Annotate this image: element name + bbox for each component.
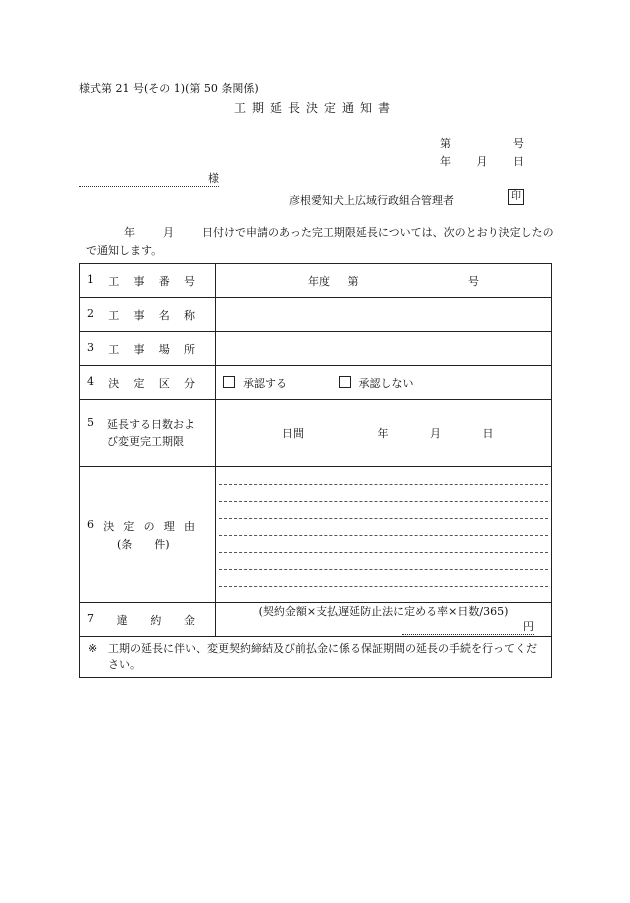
date-year: 年 [440,155,451,168]
label-char: 由 [183,519,195,533]
reason-line [219,468,548,485]
label-char: 工 [108,308,120,322]
note-cell [80,637,552,678]
reject-checkbox[interactable] [339,376,351,388]
label-char: 定 [123,519,135,533]
row-number: 3 [87,340,94,354]
reason-line [219,502,548,519]
table-row [80,603,552,637]
row-label-construction-name [80,298,216,332]
construction-number-field[interactable] [216,264,552,298]
row-number: 6 [87,517,94,531]
table-row [80,400,552,467]
date-day: 日 [513,155,524,168]
penalty-formula: (契約金額×支払遅延防止法に定める率×日数/365) [258,605,509,618]
row-label-decision-type [80,366,216,400]
table-row [80,637,552,678]
label-char: 番 [158,274,170,288]
days-label: 日間 [282,427,304,440]
construction-name-field[interactable] [216,298,552,332]
label-char: 決 [108,376,120,390]
row-label-penalty [80,603,216,637]
addressee-suffix: 様 [208,172,219,185]
penalty-field[interactable] [216,603,552,637]
label-char: 号 [184,274,195,288]
ext-year-label: 年 [377,427,389,440]
issuer-name: 彦根愛知犬上広域行政組合管理者 [289,194,454,207]
form-number: 様式第 21 号(その 1)(第 50 条関係) [79,82,259,95]
label-char: 金 [183,613,195,627]
row-label-decision-reason [80,467,216,603]
body-text: 日付けで申請のあった完工期限延長については、次のとおり決定したので通知します。 [86,226,554,257]
reason-line [219,519,548,536]
table-row [80,264,552,298]
label-char: 事 [133,342,145,356]
label-char: 工 [108,274,120,288]
label-char: 場 [158,342,170,356]
document-number-line [440,135,524,151]
document-date-line [440,153,524,169]
label-char: 事 [133,308,145,322]
label-char: 事 [133,274,145,288]
penalty-amount-line[interactable] [402,619,534,635]
form-table [79,263,552,678]
extension-label-line1: 延長する日数およ [107,418,195,431]
approve-label: 承認する [243,376,287,390]
dai-label: 第 [347,274,359,288]
addressee-field[interactable] [79,172,219,187]
go-label: 号 [468,274,479,288]
body-year: 年 [124,226,135,239]
date-month: 月 [476,155,488,168]
body-paragraph [86,224,556,260]
number-suffix: 号 [513,137,524,150]
seal-mark: 印 [508,189,524,205]
row-number: 1 [87,272,94,286]
conditions-label: (条 件) [117,537,170,551]
ext-day-label: 日 [482,427,494,440]
extension-field[interactable] [216,400,552,467]
row-label-extension [80,400,216,467]
table-row [80,298,552,332]
reject-label: 承認しない [358,376,414,390]
ext-month-label: 月 [430,427,441,440]
yen-label: 円 [523,620,534,633]
label-char: 理 [163,519,175,533]
label-char: 工 [108,342,120,356]
row-number: 2 [87,306,94,320]
fiscal-year-label: 年度 [308,274,330,288]
label-char: 定 [133,376,145,390]
number-prefix: 第 [440,137,451,150]
label-char: 称 [184,308,195,322]
reject-option[interactable] [339,375,414,391]
row-label-construction-number [80,264,216,298]
row-number: 5 [87,416,94,429]
document-title: 工期延長決定通知書 [233,101,396,115]
row-label-construction-site [80,332,216,366]
reason-line [219,485,548,502]
approve-option[interactable] [223,375,287,391]
note-mark: ※ [88,642,98,655]
label-char: 違 [116,613,128,627]
reason-line [219,570,548,587]
reason-line [219,536,548,553]
construction-site-field[interactable] [216,332,552,366]
label-char: 所 [184,342,195,356]
body-month: 月 [163,226,174,239]
reason-line [219,553,548,570]
label-char: 分 [184,376,195,390]
approve-checkbox[interactable] [223,376,235,388]
row-number: 4 [87,374,94,388]
row-number: 7 [87,611,94,625]
decision-options [216,366,552,400]
note-text: 工期の延長に伴い、変更契約締結及び前払金に係る保証期間の延長の手続を行ってください。 [108,642,537,671]
label-char: 決 [103,519,115,533]
label-char: 区 [158,376,170,390]
label-char: の [143,519,155,533]
decision-reason-field[interactable] [216,467,552,603]
extension-label-line2: び変更完工期限 [107,435,184,448]
label-char: 約 [150,613,162,627]
table-row [80,332,552,366]
label-char: 名 [158,308,170,322]
table-row [80,366,552,400]
table-row [80,467,552,603]
